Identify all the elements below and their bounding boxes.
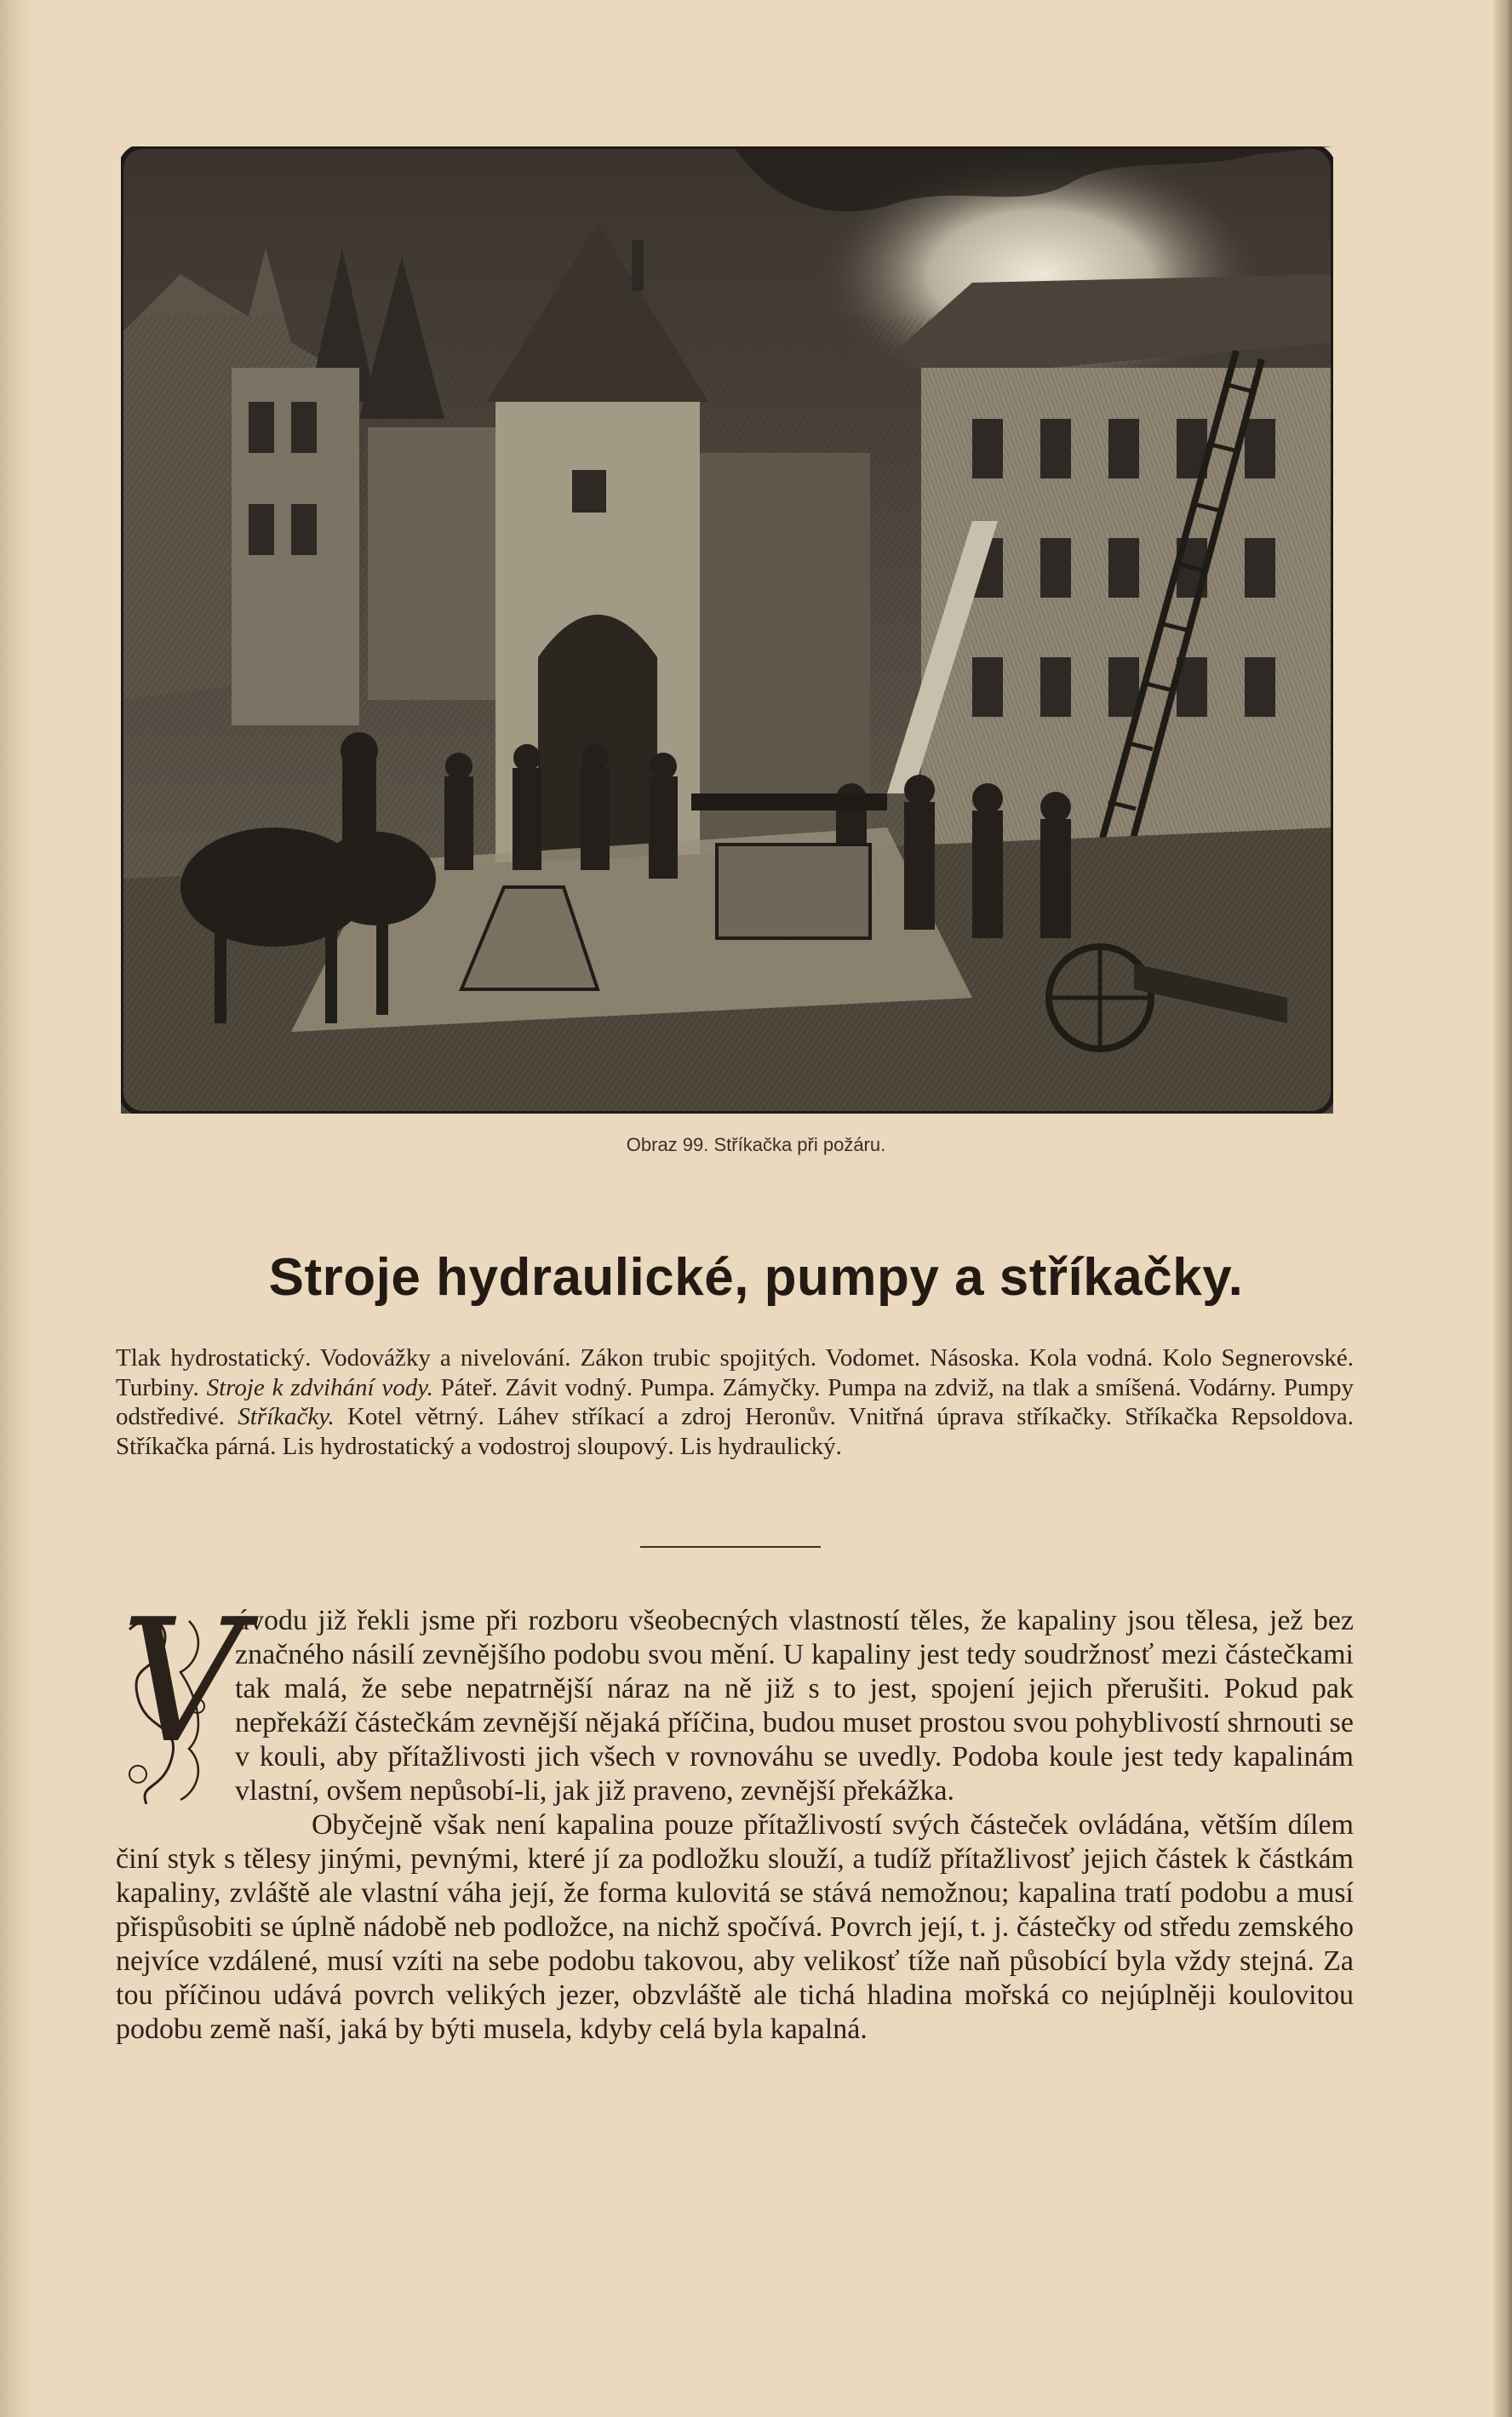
summary-part-4-italic: Stříkačky. [238, 1403, 335, 1430]
fire-engine-engraving [121, 146, 1333, 1114]
chapter-title: Stroje hydraulické, pumpy a stříkačky. [268, 1248, 1244, 1307]
page-binding-edge [0, 0, 34, 2417]
figure-caption: Obraz 99. Stříkačka při požáru. [626, 1134, 886, 1155]
dropcap-letter: V [121, 1583, 244, 1781]
page-right-edge [1493, 0, 1512, 2417]
summary-part-3: Páteř. Závit vodný. Pumpa. Zámyčky. Pumpa na zdviž, na tlak a smíšená. Vodárny. Pumpy odstředivé. [116, 1373, 1354, 1430]
paragraph-1-text: úvodu již řekli jsme při rozboru všeobecných vlastností těles, že kapaliny jsou tělesa, jež bez značného násilí zevnějšího podobu svou mění. U kapaliny jest tedy soudržnosť mezi částečkami tak malá, že sebe nepatrnější náraz na ně již s to jest, spojení jejich přerušiti. Pokud pak nepřekáží částečkám zevnější nějaká příčina, budou muset prostou svou pohyblivostí shrnouti se v kouli, aby přítažlivosti jich všech v rovnováhu se uvedly. Podoba koule jest tedy kapalinám vlastní, ovšem nepůsobí-li, jak již praveno, zevnější překážka. [235, 1605, 1354, 1807]
engraving-drawing [121, 146, 1333, 1114]
paragraph-2: Obyčejně však není kapalina pouze přítažlivostí svých částeček ovládána, větším dílem činí styk s tělesy jinými, pevnými, které jí za podložku slouží, a tudíž přítažlivosť jejich částek k částkám kapaliny, zvláště ale vlastní váha její, že forma kulovitá se stává nemožnou; kapalina tratí podobu a musí přispůsobiti se úplně nádobě neb podložce, na nichž spočívá. Povrch její, t. j. částečky od středu zemského nejvíce vzdálené, musí vzíti na sebe podobu takovou, aby velikosť tíže naň působící byla vždy stejná. Za tou příčinou udává povrch velikých jezer, obzvláště ale tichá hladina mořská co nejúplněji koulovitou podobu země naší, jaká by býti musela, kdyby celá byla kapalná. [116, 1809, 1354, 2045]
section-divider [640, 1546, 821, 1548]
chapter-summary [116, 1343, 1354, 1461]
summary-part-5: Kotel větrný. Láhev stříkací a zdroj Heronův. Vnitřná úprava stříkačky. Stříkačka Repsoldova. Stříkačka párná. Lis hydrostatický a vodostroj sloupový. Lis hydraulický. [116, 1403, 1354, 1460]
summary-part-2-italic: Stroje k zdvihání vody. [206, 1373, 433, 1401]
dropcap-initial [112, 1583, 244, 1812]
body-text [116, 1583, 1354, 2047]
paragraph-1 [116, 1583, 1354, 1808]
summary-part-1: Tlak hydrostatický. Vodovážky a nivelování. Zákon trubic spojitých. Vodomet. Násoska. Kola vodná. Kolo Segnerovské. Turbiny. [116, 1344, 1354, 1401]
